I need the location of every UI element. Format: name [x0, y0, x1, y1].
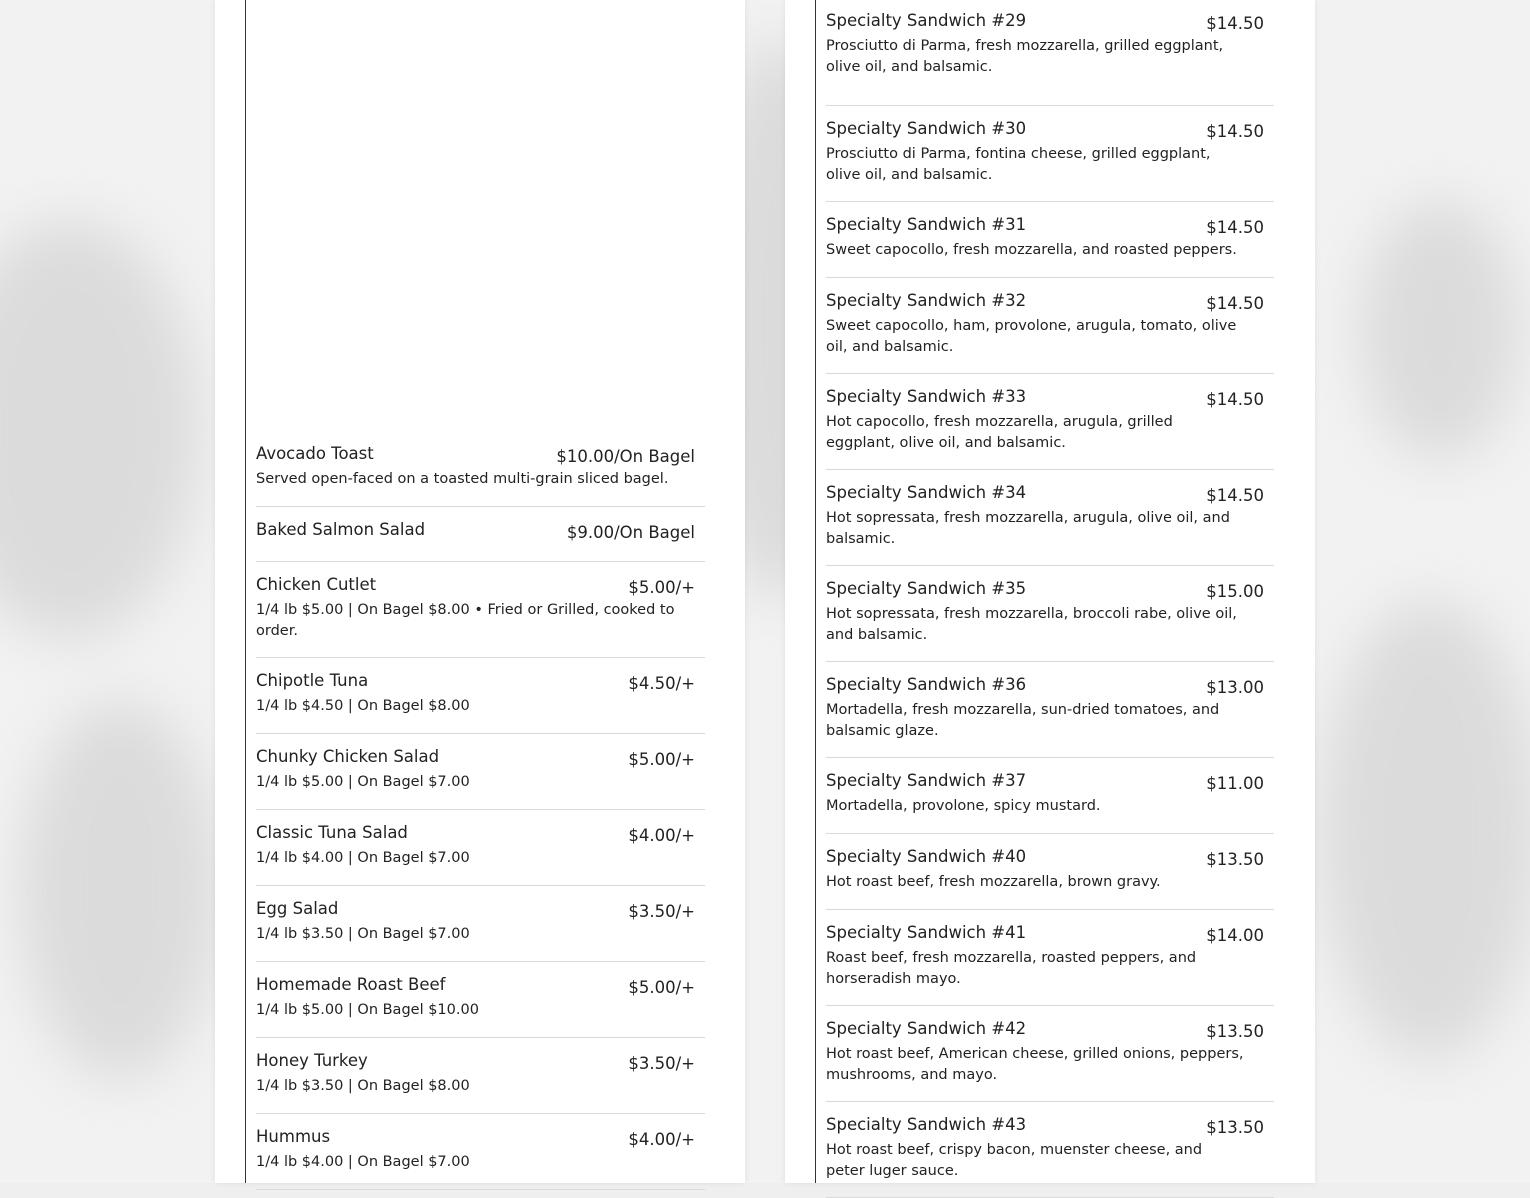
item-price: $5.00/+	[628, 578, 695, 597]
menu-item	[826, 374, 1274, 470]
item-description: Mortadella, provolone, spicy mustard.	[826, 798, 1101, 814]
item-name: Specialty Sandwich #31	[826, 215, 1027, 234]
item-price: $3.50/+	[628, 902, 695, 921]
background-blob	[1360, 200, 1520, 460]
item-description: 1/4 lb $5.00 | On Bagel $8.00 • Fried or Grilled, cooked to order.	[256, 602, 675, 639]
item-price: $14.50	[1206, 486, 1264, 505]
item-name: Specialty Sandwich #42	[826, 1019, 1027, 1038]
item-price: $13.50	[1206, 850, 1264, 869]
item-price: $15.00	[1206, 582, 1264, 601]
item-price: $4.00/+	[628, 1130, 695, 1149]
item-name: Specialty Sandwich #35	[826, 579, 1027, 598]
item-name: Avocado Toast	[256, 444, 374, 463]
item-price: $5.00/+	[628, 978, 695, 997]
item-description: Hot capocollo, fresh mozzarella, arugula, grilled eggplant, olive oil, and balsamic.	[826, 414, 1173, 451]
item-price: $3.50/+	[628, 1054, 695, 1073]
menu-item	[256, 443, 705, 507]
background-blob	[1320, 600, 1530, 1060]
item-description: Sweet capocollo, fresh mozzarella, and roasted peppers.	[826, 242, 1237, 258]
item-name: Specialty Sandwich #30	[826, 119, 1027, 138]
menu-item	[826, 106, 1274, 202]
item-name: Honey Turkey	[256, 1051, 368, 1070]
menu-item	[826, 1006, 1274, 1102]
item-name: Specialty Sandwich #43	[826, 1115, 1027, 1134]
item-price: $13.50	[1206, 1118, 1264, 1137]
item-name: Specialty Sandwich #34	[826, 483, 1027, 502]
item-price: $9.00/On Bagel	[566, 523, 695, 542]
panel-rule	[815, 0, 816, 1183]
item-description: 1/4 lb $4.00 | On Bagel $7.00	[256, 1154, 470, 1170]
item-price: $14.50	[1206, 14, 1264, 33]
menu-item	[826, 662, 1274, 758]
menu-item	[256, 1114, 705, 1190]
menu-item	[256, 962, 705, 1038]
menu-item	[826, 470, 1274, 566]
item-name: Chipotle Tuna	[256, 671, 369, 690]
item-name: Chicken Cutlet	[256, 575, 377, 594]
item-price: $14.00	[1206, 926, 1264, 945]
item-name: Specialty Sandwich #37	[826, 771, 1027, 790]
menu-item	[256, 734, 705, 810]
item-description: Hot roast beef, American cheese, grilled onions, peppers, mushrooms, and mayo.	[826, 1046, 1244, 1083]
item-description: 1/4 lb $5.00 | On Bagel $10.00	[256, 1002, 479, 1018]
item-name: Egg Salad	[256, 899, 339, 918]
item-description: Served open-faced on a toasted multi-grain sliced bagel.	[256, 471, 669, 487]
item-description: 1/4 lb $4.50 | On Bagel $8.00	[256, 698, 470, 714]
item-name: Specialty Sandwich #32	[826, 291, 1027, 310]
menu-item	[826, 834, 1274, 910]
item-price: $13.00	[1206, 678, 1264, 697]
item-price: $4.50/+	[628, 674, 695, 693]
menu-panel-right	[785, 0, 1315, 1183]
menu-item	[826, 1102, 1274, 1198]
menu-item	[826, 202, 1274, 278]
item-description: Sweet capocollo, ham, provolone, arugula, tomato, olive oil, and balsamic.	[826, 318, 1237, 355]
item-name: Homemade Roast Beef	[256, 975, 446, 994]
menu-item	[826, 566, 1274, 662]
menu-item	[826, 10, 1274, 106]
item-name: Chunky Chicken Salad	[256, 747, 440, 766]
item-price: $14.50	[1206, 294, 1264, 313]
menu-item	[826, 910, 1274, 1006]
item-description: Hot roast beef, fresh mozzarella, brown gravy.	[826, 874, 1161, 890]
item-name: Specialty Sandwich #36	[826, 675, 1027, 694]
item-price: $5.00/+	[628, 750, 695, 769]
item-price: $11.00	[1206, 774, 1264, 793]
background-blob	[20, 700, 220, 1080]
item-description: Mortadella, fresh mozzarella, sun-dried tomatoes, and balsamic glaze.	[826, 702, 1220, 739]
item-description: Prosciutto di Parma, fresh mozzarella, grilled eggplant, olive oil, and balsamic.	[826, 38, 1224, 75]
item-name: Baked Salmon Salad	[256, 520, 426, 539]
menu-list-right	[826, 10, 1274, 1198]
item-description: Roast beef, fresh mozzarella, roasted peppers, and horseradish mayo.	[826, 950, 1197, 987]
item-price: $14.50	[1206, 122, 1264, 141]
menu-list-left	[256, 443, 705, 1190]
item-name: Specialty Sandwich #33	[826, 387, 1027, 406]
background-blob	[0, 220, 200, 640]
item-name: Specialty Sandwich #41	[826, 923, 1027, 942]
item-description: Prosciutto di Parma, fontina cheese, grilled eggplant, olive oil, and balsamic.	[826, 146, 1211, 183]
item-name: Specialty Sandwich #40	[826, 847, 1027, 866]
menu-item	[826, 278, 1274, 374]
menu-item	[256, 1038, 705, 1114]
menu-panel-left	[215, 0, 745, 1183]
item-description: Hot sopressata, fresh mozzarella, arugula, olive oil, and balsamic.	[826, 510, 1230, 547]
item-name: Classic Tuna Salad	[256, 823, 408, 842]
item-name: Specialty Sandwich #29	[826, 11, 1027, 30]
menu-item	[256, 886, 705, 962]
item-price: $13.50	[1206, 1022, 1264, 1041]
item-description: 1/4 lb $5.00 | On Bagel $7.00	[256, 774, 470, 790]
item-description: Hot sopressata, fresh mozzarella, broccoli rabe, olive oil, and balsamic.	[826, 606, 1237, 643]
item-price: $10.00/On Bagel	[556, 447, 695, 466]
item-name: Hummus	[256, 1127, 331, 1146]
menu-item	[256, 562, 705, 658]
item-price: $4.00/+	[628, 826, 695, 845]
menu-item	[826, 758, 1274, 834]
item-description: 1/4 lb $3.50 | On Bagel $8.00	[256, 1078, 470, 1094]
item-description: 1/4 lb $4.00 | On Bagel $7.00	[256, 850, 470, 866]
panel-rule	[245, 0, 246, 1183]
item-price: $14.50	[1206, 218, 1264, 237]
menu-item	[256, 658, 705, 734]
item-description: Hot roast beef, crispy bacon, muenster cheese, and peter luger sauce.	[826, 1142, 1203, 1179]
item-price: $14.50	[1206, 390, 1264, 409]
item-description: 1/4 lb $3.50 | On Bagel $7.00	[256, 926, 470, 942]
menu-item	[256, 810, 705, 886]
menu-item	[256, 507, 705, 562]
